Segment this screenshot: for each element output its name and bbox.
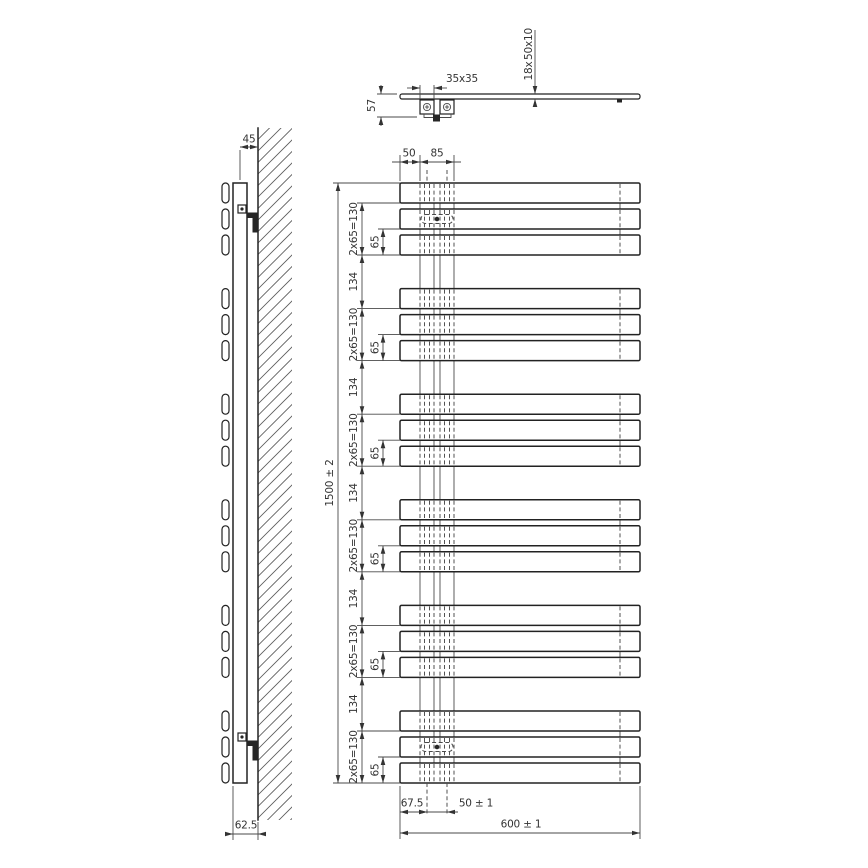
dim-arrow (360, 361, 365, 369)
front-towel-bar (400, 341, 640, 361)
hatch-line (258, 251, 296, 289)
dim-label-group-gap: 134 (348, 483, 360, 503)
hatch-line (258, 297, 296, 335)
dim-arrow (360, 203, 365, 211)
hatch-line (258, 723, 296, 761)
hatch-line (258, 205, 296, 243)
dim-arrow (360, 512, 365, 520)
side-towel-bar (222, 657, 229, 677)
dim-arrow (400, 810, 408, 815)
front-towel-bar (400, 420, 640, 440)
hatch-line (258, 136, 296, 174)
hatch-line (258, 573, 296, 611)
hatch-line (258, 90, 296, 128)
hatch-line (258, 481, 296, 519)
dim-arrow (360, 247, 365, 255)
bracket-arm (247, 213, 258, 219)
dim-label-depth: 57 (366, 99, 378, 112)
hatch-line (258, 102, 296, 140)
hatch-line (258, 746, 296, 784)
dim-arrow (447, 810, 455, 815)
side-towel-bar (222, 631, 229, 651)
wall-hatching (258, 90, 296, 853)
dim-arrow (360, 301, 365, 309)
hatch-line (258, 274, 296, 312)
dim-label-bar-spacing: 65 (369, 763, 382, 777)
front-towel-bar (400, 315, 640, 335)
hatch-line (258, 389, 296, 427)
side-towel-bar (222, 500, 229, 520)
dim-arrow (412, 86, 420, 91)
hatch-line (258, 792, 296, 830)
hatch-line (258, 596, 296, 634)
dim-label-pipe-spacing: 50 ± 1 (458, 797, 494, 810)
side-vertical-tube (233, 183, 247, 783)
hatch-line (258, 343, 296, 381)
side-towel-bar (222, 394, 229, 414)
dim-label-bar-size: 50x10 (523, 28, 535, 60)
front-towel-bar (400, 394, 640, 414)
side-towel-bar (222, 209, 229, 229)
front-towel-bar (400, 711, 640, 731)
dim-arrow (336, 183, 341, 191)
dim-arrow (258, 832, 266, 837)
front-towel-bar (400, 763, 640, 783)
dim-label-group-height: 2x65=130 (348, 624, 360, 679)
hatch-line (258, 470, 296, 508)
dim-label-tube-size: 35x35 (446, 73, 478, 85)
top-flat-bar (400, 94, 640, 99)
side-towel-bar (222, 341, 229, 361)
side-towel-bar (222, 420, 229, 440)
dim-arrow (360, 564, 365, 572)
hatch-line (258, 516, 296, 554)
dim-arrow (360, 458, 365, 466)
top-bracket-pin (433, 115, 440, 122)
hatch-line (258, 217, 296, 255)
bracket-wall-plate (253, 746, 259, 761)
hatch-line (258, 401, 296, 439)
dim-label-group-height: 2x65=130 (348, 730, 360, 784)
dim-label-overall-height: 1500 ± 2 (324, 459, 336, 507)
dim-arrow (533, 86, 538, 94)
hatch-line (258, 780, 296, 818)
bracket-arm (247, 741, 258, 747)
hatch-line (258, 263, 296, 301)
dim-label-pipe-offset: 67.5 (400, 797, 424, 810)
hatch-line (258, 665, 296, 703)
dim-label-group-height: 2x65=130 (348, 307, 360, 362)
hatch-line (258, 642, 296, 680)
bracket-wall-plate (253, 218, 259, 233)
dim-arrow (420, 160, 428, 165)
hatch-line (258, 769, 296, 807)
dim-arrow (360, 617, 365, 625)
dim-arrow (360, 353, 365, 361)
dim-arrow (360, 572, 365, 580)
side-towel-bar (222, 737, 229, 757)
side-towel-bar (222, 763, 229, 783)
dim-label-bar-spacing: 65 (369, 446, 382, 460)
dim-arrow (533, 99, 538, 107)
dim-label-tube-offset: 50 (402, 147, 416, 160)
dim-arrow (419, 810, 427, 815)
front-towel-bar (400, 289, 640, 309)
hatch-line (258, 608, 296, 646)
side-towel-bar (222, 526, 229, 546)
hatch-line (258, 171, 296, 209)
hatch-line (258, 182, 296, 220)
hatch-line (258, 378, 296, 416)
dim-label-overall-width: 600 ± 1 (500, 818, 542, 831)
hatch-line (258, 148, 296, 186)
dim-arrow (360, 775, 365, 783)
dim-arrow (360, 731, 365, 739)
dim-arrow (360, 723, 365, 731)
hatch-line (258, 550, 296, 588)
hatch-line (258, 228, 296, 266)
dim-arrow (336, 775, 341, 783)
dim-arrow (412, 160, 420, 165)
dim-label-bar-count: 18x (523, 61, 535, 81)
hatch-line (258, 332, 296, 370)
dim-label-group-height: 2x65=130 (348, 413, 360, 467)
dim-arrow (400, 831, 408, 836)
side-towel-bar (222, 446, 229, 466)
dim-arrow (400, 160, 408, 165)
top-connector-rod (617, 99, 622, 103)
dim-arrow (379, 86, 384, 94)
dim-arrow (360, 625, 365, 633)
hatch-line (258, 631, 296, 669)
front-towel-bar (400, 605, 640, 625)
hatch-line (258, 700, 296, 738)
hatch-line (258, 619, 296, 657)
dim-label-face-to-wall: 62.5 (234, 819, 258, 832)
dim-arrow (446, 160, 454, 165)
front-towel-bar (400, 526, 640, 546)
dim-arrow (360, 309, 365, 317)
hatch-line (258, 711, 296, 749)
hatch-line (258, 458, 296, 496)
hatch-line (258, 527, 296, 565)
hatch-line (258, 194, 296, 232)
hatch-line (258, 677, 296, 715)
hatch-line (258, 447, 296, 485)
dim-label-bar-spacing: 65 (369, 552, 382, 566)
dim-arrow (360, 669, 365, 677)
dim-label-group-height: 2x65=130 (348, 519, 360, 573)
front-towel-bar (400, 552, 640, 572)
dim-label-axis-to-wall: 45 (242, 133, 256, 146)
dim-arrow (225, 832, 233, 837)
dim-label-group-height: 2x65=130 (348, 202, 360, 256)
hatch-line (258, 240, 296, 278)
hatch-line (258, 757, 296, 795)
front-bracket-screw (435, 745, 440, 750)
dim-label-bar-spacing: 65 (369, 235, 382, 249)
side-towel-bar (222, 711, 229, 731)
side-towel-bar (222, 235, 229, 255)
side-towel-bar (222, 289, 229, 309)
front-towel-bar (400, 631, 640, 651)
side-towel-bar (222, 315, 229, 335)
hatch-line (258, 309, 296, 347)
dim-label-group-gap: 134 (348, 694, 360, 714)
hatch-line (258, 159, 296, 197)
hatch-line (258, 688, 296, 726)
side-towel-bar (222, 183, 229, 203)
dim-label-bar-spacing: 65 (369, 657, 382, 671)
dim-label-group-gap: 134 (348, 588, 360, 609)
hatch-line (258, 585, 296, 623)
front-towel-bar (400, 446, 640, 466)
front-bracket-screw (435, 217, 440, 222)
dim-label-tube-span: 85 (430, 147, 444, 160)
side-towel-bar (222, 605, 229, 625)
dim-label-group-gap: 134 (348, 377, 360, 398)
dim-arrow (360, 677, 365, 685)
dim-arrow (360, 414, 365, 422)
hatch-line (258, 355, 296, 393)
front-towel-bar (400, 500, 640, 520)
hatch-line (258, 320, 296, 358)
dim-label-group-gap: 134 (348, 272, 360, 292)
hatch-line (258, 654, 296, 692)
hatch-line (258, 125, 296, 163)
hatch-line (258, 113, 296, 151)
hatch-line (258, 286, 296, 324)
dim-arrow (360, 520, 365, 528)
hatch-line (258, 734, 296, 772)
dim-arrow (632, 831, 640, 836)
dim-arrow (360, 466, 365, 474)
front-towel-bar (400, 183, 640, 203)
hatch-line (258, 435, 296, 473)
dim-label-bar-spacing: 65 (369, 341, 382, 355)
dim-arrow (360, 406, 365, 414)
hatch-line (258, 539, 296, 577)
bracket-screw-dot (240, 735, 243, 738)
hatch-line (258, 412, 296, 450)
dim-arrow (360, 255, 365, 263)
front-towel-bar (400, 235, 640, 255)
hatch-line (258, 504, 296, 542)
dim-arrow (379, 117, 384, 125)
hatch-line (258, 424, 296, 462)
front-towel-bar (400, 657, 640, 677)
bracket-screw-dot (240, 207, 243, 210)
hatch-line (258, 366, 296, 404)
hatch-line (258, 562, 296, 600)
hatch-line (258, 493, 296, 531)
side-towel-bar (222, 552, 229, 572)
dim-arrow (434, 86, 442, 91)
